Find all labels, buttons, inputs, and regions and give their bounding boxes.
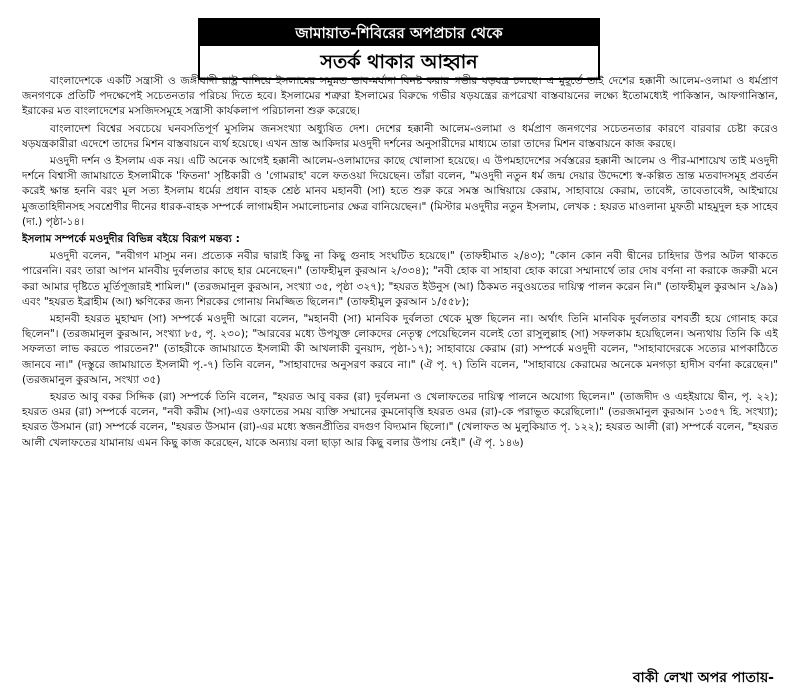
headline-box [198, 18, 600, 80]
headline-line-2: সতর্ক থাকার আহ্বান [320, 51, 478, 73]
paragraph-bangladesh: বাংলাদেশ বিশ্বের সবচেয়ে ঘনবসতিপূর্ণ মুসলিম জনসংখ্যা অধ্যুষিত দেশ। দেশের হক্কানী আলেম-ওলামা ও ধর্মপ্রাণ জনগণের সচেতনতার কারণে বারবার চেষ্টা করেও ষড়যন্ত্রকারীরা এদেশে তাদের মিশন বাস্তবায়নে ব্যর্থ হয়েছে। এখন ভ্রান্ত আকিদার মওদুদী দর্শনের অনুসারীদের মাধ্যমে তারা তাদের মিশন বাস্তবায়নে কাজ করছে। [22, 122, 778, 150]
section-heading: ইসলাম সম্পর্কে মওদুদীর বিভিন্ন বইয়ে বিরূপ মন্তব্য : [22, 233, 240, 246]
continued-note: বাকী লেখা অপর পাতায়- [632, 670, 774, 686]
paragraph-mahanabi: মহানবী হযরত মুহাম্মদ (সা) সম্পর্কে মওদুদী আরো বলেন, "মহানবী (সা) মানবিক দুর্বলতা থেকে মুক্ত ছিলেন না। অর্থাৎ তিনি মানবিক দুর্বলতার বশবর্তী হয়ে গোনাহ করে ছিলেন"। (তরজমানুল কুরআন, সংখ্যা ৮৫, পৃ. ২৩০); "আরবের মধ্যে উপযুক্ত লোকদের নেতৃত্ব পেয়েছিলেন বলেই তো রাসুলুল্লাহ (সা) সফলকাম হয়েছিলেন। অন্যথায় তিনি কি এই সফলতা লাভ করতে পারতেন?" (তাহরীকে জামায়াতে ইসলামী কী আখলাকী বুনয়াদ, পৃষ্ঠা-১৭); সাহাবায়ে কেরাম (রা) সম্পর্কে মওদুদী বলেন, "সাহাবাদেরকে সত্যের মাপকাঠিতে জানবে না।" (দস্তুরে জামায়াতে ইসলামী পৃ.-৭) তিনি বলেন, "সাহাবাদের অনুসরণ করবে না।" (ঐ পৃ. ৭) তিনি বলেন, "সাহাবায়ে কেরামের অনেকে মনগড়া হাদীস বর্ণনা করেছেন।" (তরজমানুল কুরআন, সংখ্যা ৩৫) [22, 313, 778, 386]
paragraph-maududi-philosophy: মওদুদী দর্শন ও ইসলাম এক নয়। এটি অনেক আগেই হক্কানী আলেম-ওলামাদের কাছে খোলাসা হয়েছে। এ উপমহাদেশের সর্বস্তরের হক্কানী আলেম ও পীর-মাশায়েখ তাই মওদুদী দর্শনে বিশ্বাসী জামায়াতে ইসলামীকে 'ফিতনা' সৃষ্টিকারী ও 'গোমরাহ' বলে ফতওয়া দিয়েছেন। তাঁরা বলেন, "মওদুদী নতুন ধর্ম জন্ম দেয়ার উদ্দেশ্যে স্ব-কল্পিত ভ্রান্ত মতবাদসমূহ প্রবর্তন করেই ক্ষান্ত হননি বরং মূল সত্য ইসলাম ধর্মের প্রধান বাহক শ্রেষ্ঠ মানব মহানবী (সা) হতে শুরু করে সমস্ত আম্বিয়ায়ে কেরাম, সাহাবায়ে কেরাম, তাবেঈ, তাবেতাবেঈ, আইম্মায়ে মুজতাহিদীনসহ সবশ্রেণীর দীনের ধারক-বাহক সম্পর্কে লাগামহীন সমালোচনার ক্ষেত্র বানিয়েছেন।" (মিস্টার মওদুদীর নতুন ইসলাম, লেখক : হযরত মাওলানা মুফতী মাহমুদুল হক সাহেব (দা.) পৃষ্ঠা-১৪। [22, 155, 778, 228]
paragraph-intro: বাংলাদেশকে একটি সন্ত্রাসী ও জঙ্গীবাদী রাষ্ট্র বানিয়ে ইসলামের সমুন্নত ভাব-মর্যাদা বিনষ্ট করার গভীর ষড়যন্ত্র চলছে। এ মুহূর্তে তাই দেশের হক্কানী আলেম-ওলামা ও ধর্মপ্রাণ জনগণকে প্রতিটি পদক্ষেপেই সচেতনতার পরিচয় দিতে হবে। ইসলামের শত্রুরা ইসলামের বিরুদ্ধে গভীর ষড়যন্ত্রের রূপরেখা বাস্তবায়নের লক্ষ্যে ইতোমধ্যেই পাকিস্তান, আফগানিস্তান, ইরাকের মত বাংলাদেশের মসজিদসমূহে সন্ত্রাসী কার্যকলাপ পরিচালনা শুরু করেছে। [22, 75, 778, 118]
paragraph-khulafa: হযরত আবু বকর সিদ্দিক (রা) সম্পর্কে তিনি বলেন, "হযরত আবু বকর (রা) দুর্বলমনা ও খেলাফতের দায়িত্ব পালনে অযোগ্য ছিলেন।" (তাজদীদ ও এহইয়ায়ে দ্বীন, পৃ. ২২); হযরত ওমর (রা) সম্পর্কে বলেন, "নবী করীম (সা)-এর ওফাতের সময় ব্যক্তি সম্মানের কুমনোবৃত্তি হযরত ওমর (রা)-কে পরাভূত করেছিলো।" (তরজমানুল কুরআন ১৩৫৭ হি. সংখ্যা); হযরত উসমান (রা) সম্পর্কে বলেন, "হযরত উসমান (রা)-এর মধ্যে স্বজনপ্রীতির বদগুণ বিদ্যমান ছিলো।" (খেলাফত অ মুলুকিয়াত পৃ. ১২২); হযরত আলী (রা) সম্পর্কে বলেন, "হযরত আলী খেলাফতের যামানায় এমন কিছু কাজ করেছেন, যাকে অন্যায় বলা ছাড়া আর কিছু বলার উপায় নেই।" (ঐ পৃ. ১৪৬) [22, 391, 778, 449]
paragraph-prophets: মওদুদী বলেন, "নবীগণ মাসুম নন। প্রত্যেক নবীর দ্বারাই কিছু না কিছু গুনাহ সংঘটিত হয়েছে।" (তাফহীমাত ২/৪৩); "কোন কোন নবী দ্বীনের চাহিদার উপর অটল থাকতে পারেননি। বরং তারা আপন মানবীয় দুর্বলতার কাছে হার মেনেছেন।" (তাফহীমুল কুরআন ২/৩৩৪); "নবী হোক বা সাহাবা হোক কারো সম্মানার্থে তার দোষ বর্ণনা না করাকে জরুরী মনে করা আমার দৃষ্টিতে মূর্তিপূজারই শামিল।" (তরজমানুল কুরআন, সংখ্যা ৩৫, পৃষ্ঠা ৩২৭); "হযরত ইউনুস (আ) ঠিকমত নবুওয়তের দায়িত্ব পালন করেন নি।" (তাফহীমুল কুরআন ২/৯৯) এবং "হযরত ইব্রাহীম (আ) ক্ষণিকের জন্য শিরকের গোনায় নিমজ্জিত ছিলেন।" (তাফহীমুল কুরআন ১/৫৫৮); [22, 250, 778, 308]
headline-line-1: জামায়াত-শিবিরের অপপ্রচার থেকে [200, 20, 598, 46]
article-body [22, 74, 778, 660]
